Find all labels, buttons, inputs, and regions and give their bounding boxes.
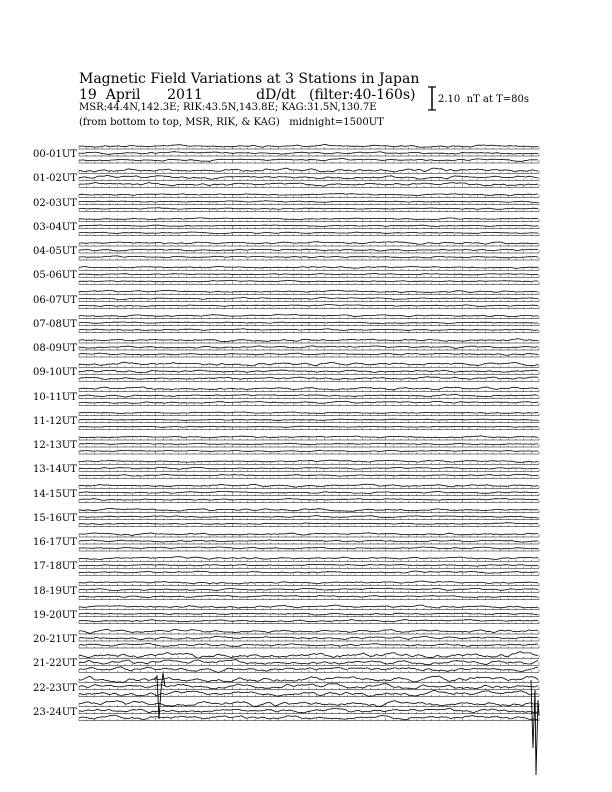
trace-msr <box>79 208 538 210</box>
hour-label: 01-02UT <box>33 173 77 185</box>
trace-kag <box>79 484 538 487</box>
trace-msr <box>79 644 538 647</box>
trace-kag <box>79 605 538 608</box>
trace-msr <box>79 426 538 427</box>
chart-title: Magnetic Field Variations at 3 Stations in Japan <box>79 71 420 87</box>
trace-rik <box>79 443 538 444</box>
trace-kag <box>79 460 538 462</box>
hour-label: 07-08UT <box>33 318 77 330</box>
trace-kag <box>79 168 538 172</box>
trace-rik <box>79 322 538 323</box>
trace-msr <box>79 571 538 573</box>
hour-label: 12-13UT <box>33 440 77 451</box>
trace-rik <box>79 370 538 373</box>
trace-msr <box>79 232 538 234</box>
trace-rik <box>79 491 538 493</box>
hour-label: 23-24UT <box>33 706 77 718</box>
trace-kag <box>79 266 538 268</box>
trace-kag <box>79 581 538 584</box>
hour-label: 16-17UT <box>33 537 77 548</box>
trace-kag <box>79 362 538 366</box>
hour-label: 04-05UT <box>33 246 77 257</box>
trace-msr <box>79 353 538 355</box>
trace-kag <box>79 533 538 536</box>
trace-rik <box>79 249 538 251</box>
hour-label: 05-06UT <box>33 270 77 282</box>
hour-label: 03-04UT <box>33 221 77 233</box>
trace-kag <box>79 412 538 413</box>
trace-kag <box>79 145 538 148</box>
hour-label: 15-16UT <box>33 512 77 524</box>
trace-msr <box>79 596 538 598</box>
hour-label: 10-11UT <box>33 391 77 403</box>
hour-label: 11-12UT <box>33 415 77 427</box>
trace-msr <box>79 450 538 452</box>
trace-rik <box>79 346 538 349</box>
trace-rik <box>79 613 538 615</box>
trace-msr <box>79 499 538 501</box>
hour-label: 18-19UT <box>33 585 77 597</box>
trace-msr <box>79 183 538 187</box>
trace-msr <box>79 620 538 622</box>
trace-msr <box>79 159 538 162</box>
hour-label: 06-07UT <box>33 294 77 306</box>
trace-kag <box>79 339 538 342</box>
trace-rik <box>79 175 538 179</box>
trace-msr <box>79 329 538 331</box>
hour-label: 13-14UT <box>33 464 77 476</box>
trace-msr <box>79 280 538 282</box>
scale-bar-label: 2.10 nT at T=80s <box>438 94 529 105</box>
trace-msr <box>79 474 538 476</box>
trace-rik <box>79 394 538 397</box>
trace-rik <box>79 516 538 518</box>
trace-kag <box>79 290 538 292</box>
trace-msr <box>79 715 538 720</box>
date-filter-line: 19 April 2011 dD/dt (filter:40-160s) <box>79 87 416 103</box>
trace-kag <box>79 218 538 220</box>
trace-kag <box>79 387 538 390</box>
trace-rik <box>79 298 538 300</box>
trace-msr <box>79 256 538 258</box>
hour-label: 14-15UT <box>33 488 77 500</box>
trace-kag <box>79 242 538 245</box>
hour-label: 08-09UT <box>33 343 77 354</box>
hour-label: 22-23UT <box>33 682 77 694</box>
trace-msr <box>79 547 538 549</box>
station-order-note: (from bottom to top, MSR, RIK, & KAG) midnight=1500UT <box>79 117 384 128</box>
trace-kag <box>79 509 538 512</box>
trace-kag <box>79 194 538 196</box>
trace-rik <box>79 225 538 227</box>
hour-label: 00-01UT <box>33 149 77 160</box>
trace-rik <box>79 564 538 566</box>
hour-label: 20-21UT <box>33 634 77 645</box>
trace-rik <box>79 588 538 590</box>
trace-msr <box>79 305 538 307</box>
trace-rik <box>79 201 538 203</box>
hour-label: 17-18UT <box>33 561 77 573</box>
trace-rik <box>79 708 538 713</box>
trace-rik <box>79 152 538 155</box>
hour-label: 19-20UT <box>33 609 77 621</box>
hour-label: 09-10UT <box>33 367 77 379</box>
trace-rik <box>79 540 538 542</box>
station-coordinates: MSR:44.4N,142.3E; RIK:43.5N,143.8E; KAG:31.5N,130.7E <box>79 102 377 113</box>
trace-kag <box>79 557 538 560</box>
trace-kag <box>79 436 538 438</box>
trace-msr <box>79 523 538 525</box>
trace-rik <box>79 467 538 469</box>
trace-msr <box>79 377 538 380</box>
trace-rik <box>79 274 538 275</box>
trace-rik <box>79 636 538 639</box>
trace-kag <box>79 315 538 317</box>
hour-label: 21-22UT <box>33 658 77 670</box>
hour-label: 02-03UT <box>33 197 77 209</box>
trace-msr <box>79 401 538 403</box>
trace-rik <box>79 419 538 420</box>
